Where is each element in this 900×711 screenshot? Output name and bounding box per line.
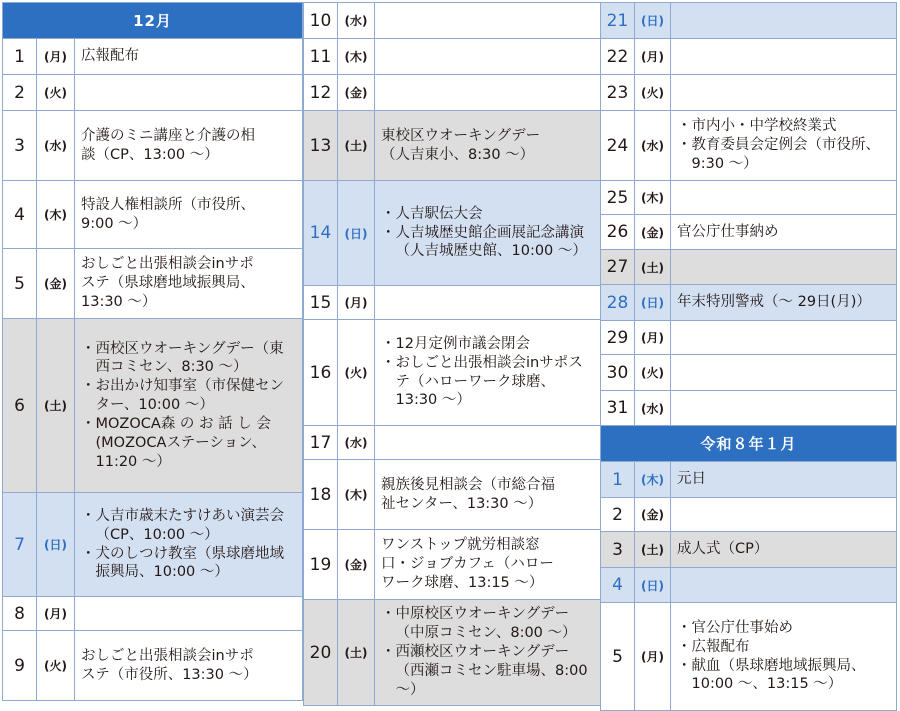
weekday: (金)	[635, 215, 671, 250]
event-bullet: ・人吉市歳末たすけあい演芸会（CP、10:00 ～）	[81, 507, 284, 543]
day-number: 22	[601, 39, 635, 75]
event-text: 官公庁仕事納め	[677, 223, 779, 240]
day-number: 24	[601, 111, 635, 181]
event-text: 祉センター、13:30 ～）	[381, 495, 543, 512]
event-text: ワンストップ就労相談窓	[381, 537, 540, 554]
event-cell	[375, 320, 601, 426]
event-cell	[671, 568, 897, 603]
weekday: (火)	[37, 631, 75, 701]
day-row	[601, 181, 897, 215]
day-number: 18	[304, 460, 338, 530]
event-text: ワーク球磨、13:15 ～）	[381, 574, 544, 591]
weekday: (日)	[635, 3, 671, 39]
event-cell	[671, 355, 897, 391]
weekday: (月)	[635, 39, 671, 75]
weekday: (水)	[635, 391, 671, 426]
day-row	[3, 111, 303, 181]
event-text: （人吉東小、8:30 ～）	[381, 146, 535, 163]
day-row	[3, 493, 303, 597]
day-number: 12	[304, 75, 338, 111]
day-row	[304, 426, 601, 460]
day-number: 14	[304, 181, 338, 286]
event-cell	[75, 181, 303, 249]
event-bullet: ・献血（県球磨地域振興局、10:00 ～、13:15 ～）	[677, 657, 866, 693]
weekday: (火)	[635, 75, 671, 111]
day-row	[3, 597, 303, 631]
event-cell	[671, 321, 897, 355]
day-number: 26	[601, 215, 635, 250]
event-text: 東校区ウオーキングデー	[381, 127, 541, 144]
event-cell	[75, 75, 303, 111]
weekday: (水)	[338, 3, 375, 39]
day-number: 29	[601, 321, 635, 355]
event-cell	[375, 460, 601, 530]
event-cell	[671, 391, 897, 426]
day-row	[601, 462, 897, 498]
weekday: (火)	[338, 320, 375, 426]
weekday: (月)	[37, 597, 75, 631]
day-row	[304, 39, 601, 75]
event-cell	[671, 250, 897, 285]
weekday: (土)	[635, 532, 671, 568]
day-number: 28	[601, 285, 635, 321]
weekday: (土)	[338, 111, 375, 181]
day-row	[601, 250, 897, 285]
event-cell	[671, 532, 897, 568]
day-number: 2	[3, 75, 37, 111]
weekday: (土)	[338, 600, 375, 706]
event-cell	[75, 493, 303, 597]
day-number: 15	[304, 286, 338, 320]
day-number: 6	[3, 319, 37, 493]
day-number: 20	[304, 600, 338, 706]
event-text: 特設人権相談所（市役所、	[81, 196, 255, 213]
weekday: (月)	[37, 39, 75, 75]
day-number: 16	[304, 320, 338, 426]
event-cell	[375, 75, 601, 111]
day-row	[3, 249, 303, 319]
day-row	[601, 111, 897, 181]
day-number: 31	[601, 391, 635, 426]
event-cell	[75, 631, 303, 701]
day-row	[3, 181, 303, 249]
day-number: 1	[3, 39, 37, 75]
weekday: (水)	[635, 111, 671, 181]
event-text: おしごと出張相談会inサポ	[81, 647, 254, 664]
day-row	[304, 3, 601, 39]
month-header-january: 令和８年１月	[601, 426, 897, 462]
event-cell	[671, 215, 897, 250]
event-bullet: ・おしごと出張相談会inサポステ（ハローワーク球磨、13:30 ～）	[381, 354, 583, 409]
day-number: 13	[304, 111, 338, 181]
day-number: 17	[304, 426, 338, 460]
event-cell	[671, 39, 897, 75]
day-number: 19	[304, 530, 338, 600]
event-cell	[375, 530, 601, 600]
day-number: 4	[3, 181, 37, 249]
weekday: (金)	[338, 530, 375, 600]
weekday: (木)	[338, 460, 375, 530]
day-row	[601, 532, 897, 568]
day-number: 27	[601, 250, 635, 285]
day-number: 10	[304, 3, 338, 39]
event-cell	[671, 603, 897, 711]
event-bullet: ・12月定例市議会閉会	[381, 335, 530, 352]
day-row	[601, 321, 897, 355]
event-cell	[75, 597, 303, 631]
event-bullet: ・西瀬校区ウオーキングデー（西瀬コミセン駐車場、8:00 ～）	[381, 644, 588, 698]
month-header-december: 12月	[3, 3, 303, 39]
day-number: 3	[601, 532, 635, 568]
weekday: (木)	[635, 181, 671, 215]
event-text: 介護のミニ講座と介護の相	[81, 127, 255, 144]
day-number: 4	[601, 568, 635, 603]
calendar-column-3	[600, 2, 897, 711]
event-cell	[671, 111, 897, 181]
day-row	[304, 530, 601, 600]
event-cell	[671, 3, 897, 39]
day-row	[304, 600, 601, 706]
event-cell	[75, 249, 303, 319]
day-row	[601, 498, 897, 532]
day-number: 1	[601, 462, 635, 498]
day-row	[601, 285, 897, 321]
event-text: 談（CP、13:00 ～）	[81, 146, 219, 163]
event-text: 13:30 ～）	[81, 293, 157, 310]
day-number: 21	[601, 3, 635, 39]
day-number: 2	[601, 498, 635, 532]
day-row	[601, 568, 897, 603]
day-row	[304, 181, 601, 286]
event-bullet: ・MOZOCA森 の お 話 し 会 (MOZOCAステーション、11:20 ～）	[81, 415, 271, 470]
weekday: (木)	[635, 462, 671, 498]
day-number: 5	[601, 603, 635, 711]
event-bullet: ・広報配布	[677, 638, 750, 655]
day-number: 11	[304, 39, 338, 75]
calendar-column-1	[2, 2, 303, 701]
event-bullet: ・教育委員会定例会（市役所、9:30 ～）	[677, 137, 880, 172]
weekday: (水)	[338, 426, 375, 460]
event-cell	[75, 319, 303, 493]
weekday: (月)	[338, 286, 375, 320]
event-text: おしごと出張相談会inサポ	[81, 256, 254, 273]
event-text: 9:00 ～）	[81, 215, 148, 232]
weekday: (月)	[635, 603, 671, 711]
day-row	[3, 319, 303, 493]
day-row	[3, 631, 303, 701]
weekday: (金)	[338, 75, 375, 111]
event-cell	[671, 462, 897, 498]
event-cell	[375, 181, 601, 286]
day-row	[601, 3, 897, 39]
event-text: 広報配布	[81, 48, 139, 65]
day-number: 9	[3, 631, 37, 701]
day-row	[3, 39, 303, 75]
event-text: ステ（市役所、13:30 ～）	[81, 666, 258, 683]
weekday: (日)	[37, 493, 75, 597]
day-row	[304, 111, 601, 181]
event-text: 口・ジョブカフェ（ハロー	[381, 556, 554, 573]
event-cell	[375, 39, 601, 75]
event-cell	[375, 600, 601, 706]
event-bullet: ・お出かけ知事室（市保健センター、10:00 ～）	[81, 378, 284, 414]
day-row	[601, 391, 897, 426]
event-cell	[375, 111, 601, 181]
weekday: (火)	[635, 355, 671, 391]
day-row	[304, 75, 601, 111]
event-bullet: ・人吉城歴史館企画展記念講演（人吉城歴史館、10:00 ～）	[381, 224, 587, 260]
day-row	[601, 355, 897, 391]
weekday: (木)	[338, 39, 375, 75]
day-row	[601, 603, 897, 711]
weekday: (土)	[635, 250, 671, 285]
day-number: 5	[3, 249, 37, 319]
day-row	[601, 39, 897, 75]
event-cell	[375, 426, 601, 460]
event-bullet: ・市内小・中学校終業式	[677, 118, 837, 135]
day-row	[601, 75, 897, 111]
event-cell	[671, 498, 897, 532]
day-number: 3	[3, 111, 37, 181]
event-text: 元日	[677, 471, 706, 488]
event-cell	[75, 111, 303, 181]
day-number: 30	[601, 355, 635, 391]
event-cell	[671, 181, 897, 215]
day-number: 7	[3, 493, 37, 597]
event-text: 親族後見相談会（市総合福	[381, 476, 555, 493]
weekday: (土)	[37, 319, 75, 493]
event-text: 年末特別警戒（～ 29日(月)）	[677, 294, 871, 311]
event-bullet: ・人吉駅伝大会	[381, 205, 483, 222]
event-bullet: ・官公庁仕事始め	[677, 619, 793, 636]
day-number: 25	[601, 181, 635, 215]
day-row	[601, 215, 897, 250]
weekday: (水)	[37, 111, 75, 181]
event-text: ステ（県球磨地域振興局、	[81, 275, 255, 292]
weekday: (日)	[338, 181, 375, 286]
weekday: (日)	[635, 568, 671, 603]
weekday: (金)	[37, 249, 75, 319]
event-bullet: ・西校区ウオーキングデー（東西コミセン、8:30 ～）	[81, 340, 284, 376]
event-bullet: ・犬のしつけ教室（県球磨地域振興局、10:00 ～）	[81, 545, 284, 581]
event-cell	[375, 286, 601, 320]
day-number: 23	[601, 75, 635, 111]
weekday: (月)	[635, 321, 671, 355]
event-cell	[671, 285, 897, 321]
event-cell	[375, 3, 601, 39]
weekday: (木)	[37, 181, 75, 249]
event-bullet: ・中原校区ウオーキングデー（中原コミセン、8:00 ～）	[381, 606, 577, 642]
day-number: 8	[3, 597, 37, 631]
event-cell	[75, 39, 303, 75]
calendar-column-2	[303, 2, 601, 706]
day-row	[304, 460, 601, 530]
day-row	[304, 286, 601, 320]
weekday: (日)	[635, 285, 671, 321]
weekday: (火)	[37, 75, 75, 111]
day-row	[3, 75, 303, 111]
event-cell	[671, 75, 897, 111]
weekday: (金)	[635, 498, 671, 532]
day-row	[304, 320, 601, 426]
event-text: 成人式（CP）	[677, 541, 769, 558]
